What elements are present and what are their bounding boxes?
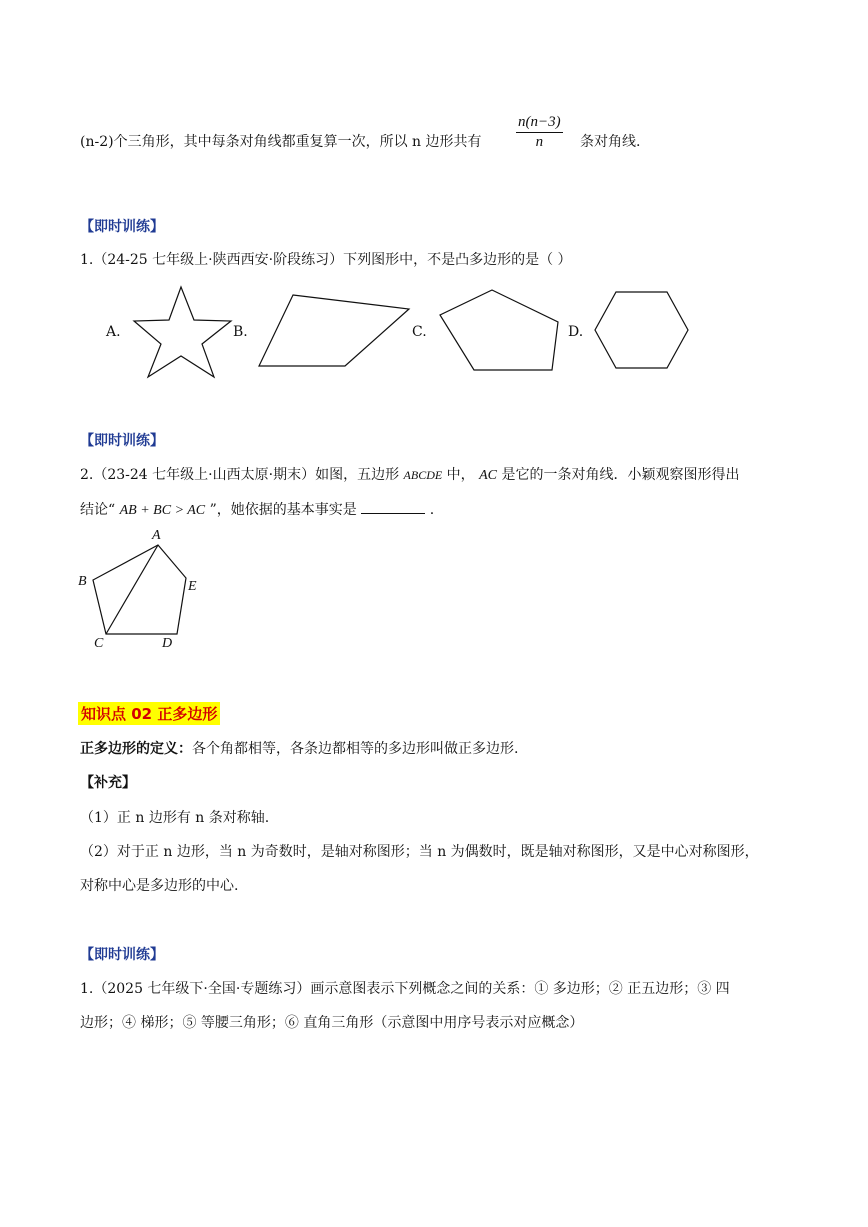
question-3-line-2: 边形；④ 梯形；⑤ 等腰三角形；⑥ 直角三角形（示意图中用序号表示对应概念） — [80, 1015, 584, 1031]
q2-text-pre: 2.（23-24 七年级上·山西太原·期末）如图，五边形 — [80, 467, 400, 483]
vertex-e-label: E — [188, 579, 197, 594]
diagonals-text-post: 条对角线. — [580, 134, 641, 150]
supplement-heading: 【补充】 — [80, 775, 136, 791]
definition-line — [80, 738, 518, 758]
q2-diagonal-name: AC — [479, 468, 497, 483]
vertex-c-label: C — [94, 636, 104, 651]
supplement-item-1: （1）正 n 边形有 n 条对称轴. — [80, 810, 270, 826]
q2-text-conclusion-mid: ”，她依据的基本事实是 — [209, 502, 357, 518]
fraction-numerator: n(n−3) — [516, 114, 563, 133]
definition-label: 正多边形的定义： — [80, 741, 192, 757]
supplement-item-2-line-1: （2）对于正 n 边形，当 n 为奇数时，是轴对称图形；当 n 为偶数时，既是轴对称图形，又是中心对称图形， — [80, 844, 759, 860]
q2-text-conclusion-pre: 结论“ — [80, 502, 116, 518]
vertex-b-label: B — [78, 574, 87, 589]
question-1-text: 1.（24-25 七年级上·陕西西安·阶段练习）下列图形中，不是凸多边形的是（ ） — [80, 252, 572, 268]
fraction-denominator: n — [535, 134, 544, 150]
question-3-line-1: 1.（2025 七年级下·全国·专题练习）画示意图表示下列概念之间的关系：① 多边形；② 正五边形；③ 四 — [80, 981, 730, 997]
vertex-a-label: A — [152, 528, 161, 543]
option-c-label: C. — [412, 324, 427, 340]
training-heading-1: 【即时训练】 — [80, 219, 164, 235]
option-b-label: B. — [233, 324, 248, 340]
q2-inequality: AB + BC > AC — [119, 503, 206, 518]
q2-text-mid: 中， — [446, 467, 475, 483]
option-d-label: D. — [568, 324, 584, 340]
definition-text: 各个角都相等，各条边都相等的多边形叫做正多边形. — [192, 741, 519, 757]
q2-text-post: 是它的一条对角线．小颖观察图形得出 — [501, 467, 740, 483]
supplement-item-2-line-2: 对称中心是多边形的中心. — [80, 878, 239, 894]
training-heading-2: 【即时训练】 — [80, 433, 164, 449]
vertex-d-label: D — [162, 636, 173, 651]
section-heading-regular-polygon: 知识点 02 正多边形 — [78, 702, 220, 725]
training-heading-3: 【即时训练】 — [80, 947, 164, 963]
q2-text-end: . — [429, 502, 435, 518]
pentagon-abcde-outline — [93, 545, 186, 634]
option-a-label: A. — [106, 324, 121, 340]
q2-pentagon-name: ABCDE — [403, 468, 443, 482]
diagonals-text-pre: (n-2)个三角形，其中每条对角线都重复算一次，所以 n 边形共有 — [80, 134, 482, 150]
